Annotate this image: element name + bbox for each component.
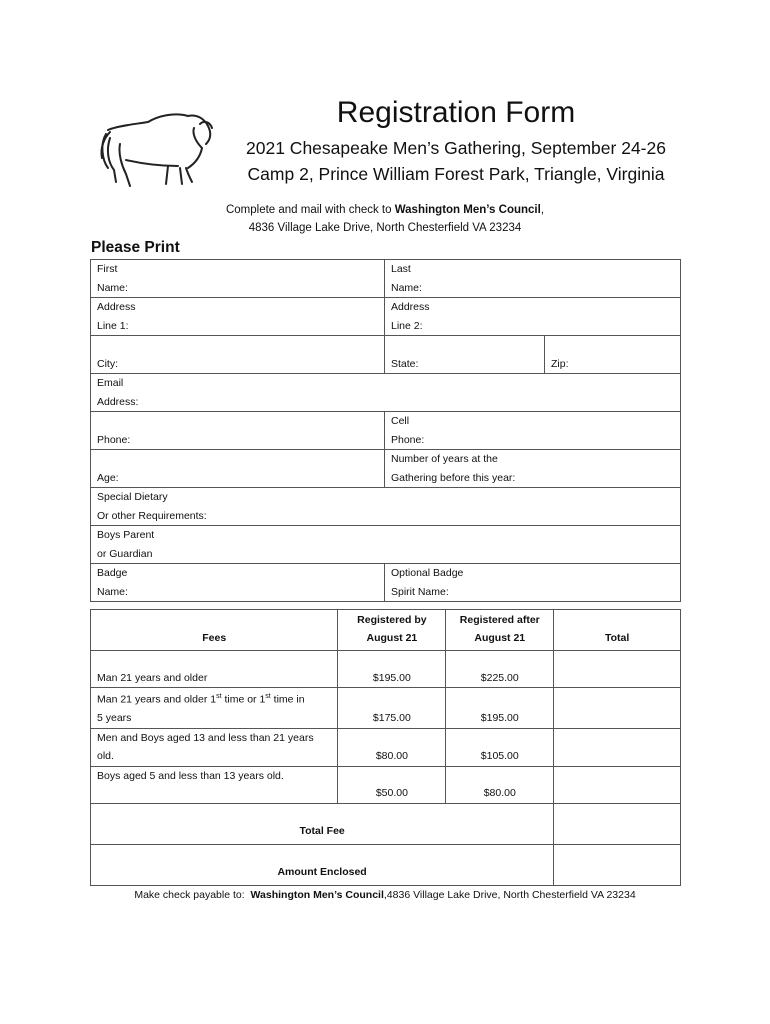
fee-after-amount: $225.00 [446,651,554,688]
fee-after-amount: $105.00 [446,728,554,766]
fee-total-cell[interactable] [554,688,681,729]
payment-footer [0,889,770,901]
fee-row [91,651,681,688]
fee-after-amount: $80.00 [446,766,554,803]
years-attended-field[interactable]: Number of years at the Gathering before this year: [391,453,516,484]
total-fee-label: Total Fee [91,803,554,844]
total-col-header: Total [554,610,681,651]
mail-org: Washington Men’s Council [394,204,541,216]
mail-address: 4836 Village Lake Drive, North Chesterfield VA 23234 [248,222,522,234]
phone-field[interactable]: Phone: [91,412,385,449]
fee-description: Man 21 years and older 1st time or 1st time in 5 years [91,688,338,729]
registered-after-header: Registered after August 21 [446,610,554,651]
amount-enclosed-row [91,844,681,885]
page-title: Registration Form [336,96,576,129]
fee-row [91,766,681,803]
email-field[interactable]: Email Address: [97,377,139,408]
footer-org: Washington Men’s Council [250,889,384,901]
event-subtitle: 2021 Chesapeake Men’s Gathering, September 24-26 [246,138,666,158]
registered-by-header: Registered by August 21 [338,610,446,651]
guardian-field[interactable]: Boys Parent or Guardian [97,529,155,560]
total-fee-row [91,803,681,844]
age-row [91,449,680,487]
badge-row [91,563,680,601]
bison-logo [96,108,218,190]
footer-address: ,4836 Village Lake Drive, North Chesterfield VA 23234 [383,889,636,901]
fee-by-amount: $80.00 [338,728,446,766]
address-line1-field[interactable]: Address Line 1: [91,298,385,335]
zip-field[interactable]: Zip: [551,357,569,370]
registration-form [90,259,681,602]
amount-enclosed-label: Amount Enclosed [91,844,554,885]
fees-header-row [91,610,681,651]
last-name-field[interactable]: Last Name: [391,263,422,294]
please-print-heading: Please Print [91,239,180,256]
city-row [91,335,680,373]
cell-phone-field[interactable]: Cell Phone: [391,415,425,446]
address-row [91,297,680,335]
total-fee-cell[interactable] [554,803,681,844]
age-field[interactable]: Age: [91,450,385,487]
fee-total-cell[interactable] [554,728,681,766]
fee-by-amount: $195.00 [338,651,446,688]
mail-prefix: Complete and mail with check to [225,204,395,216]
email-row [91,373,680,411]
state-field[interactable]: State: [385,336,545,373]
address-line2-field[interactable]: Address Line 2: [391,301,430,332]
fee-total-cell[interactable] [554,651,681,688]
first-name-field[interactable]: First Name: [91,260,385,297]
fees-col-header: Fees [91,610,338,651]
spirit-name-field[interactable]: Optional Badge Spirit Name: [391,567,464,598]
fee-by-amount: $50.00 [338,766,446,803]
fee-row [91,688,681,729]
dietary-field[interactable]: Special Dietary Or other Requirements: [97,491,207,522]
amount-enclosed-cell[interactable] [554,844,681,885]
city-field[interactable]: City: [91,336,385,373]
phone-row [91,411,680,449]
badge-name-field[interactable]: Badge Name: [91,564,385,601]
mail-instructions [0,204,770,216]
fee-description: Boys aged 5 and less than 13 years old. [91,766,338,803]
fee-by-amount: $175.00 [338,688,446,729]
name-row [91,260,680,297]
guardian-row [91,525,680,563]
fee-total-cell[interactable] [554,766,681,803]
fees-table [90,609,681,886]
dietary-row [91,487,680,525]
footer-prefix: Make check payable to: [134,889,251,901]
fee-row [91,728,681,766]
fee-after-amount: $195.00 [446,688,554,729]
fee-description: Man 21 years and older [91,651,338,688]
mail-suffix: , [540,204,545,216]
fee-description: Men and Boys aged 13 and less than 21 years old. [91,728,338,766]
event-location: Camp 2, Prince William Forest Park, Triangle, Virginia [247,164,665,184]
